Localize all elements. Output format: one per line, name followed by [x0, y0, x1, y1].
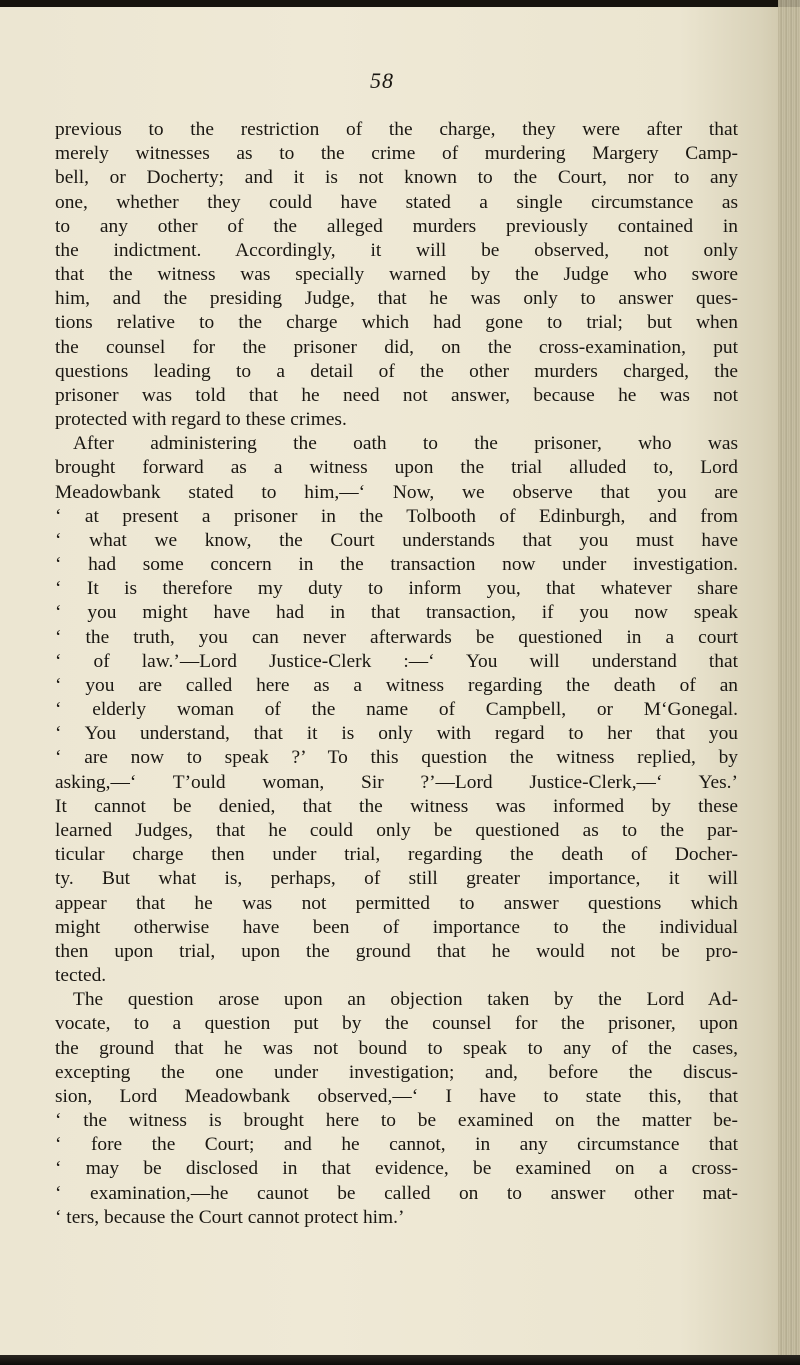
text-line: ‘ are now to speak ?’ To this question the witness replied, by	[55, 747, 738, 769]
text-line: the ground that he was not bound to speak to any of the cases,	[55, 1037, 738, 1059]
text-line: After administering the oath to the prisoner, who was	[73, 433, 738, 455]
text-line: ‘ may be disclosed in that evidence, be examined on a cross-	[55, 1158, 738, 1180]
text-line: him, and the presiding Judge, that he was only to answer ques-	[55, 288, 738, 310]
page-number: 58	[370, 68, 394, 93]
text-line: ‘ the truth, you can never afterwards be questioned in a court	[55, 626, 738, 648]
text-line: ‘ ters, because the Court cannot protect him.’	[55, 1206, 405, 1228]
page-edge-shadow	[778, 0, 800, 1365]
text-line: excepting the one under investigation; and, before the discus-	[55, 1061, 738, 1083]
text-line: merely witnesses as to the crime of murdering Margery Camp-	[55, 143, 738, 165]
text-line: that the witness was specially warned by the Judge who swore	[55, 264, 738, 286]
top-page-edge	[0, 0, 800, 7]
text-line: to any other of the alleged murders previously contained in	[55, 215, 738, 237]
text-line: bell, or Docherty; and it is not known to the Court, nor to any	[55, 167, 738, 189]
text-line: ‘ at present a prisoner in the Tolbooth of Edinburgh, and from	[55, 505, 738, 527]
text-line: the indictment. Accordingly, it will be observed, not only	[55, 239, 738, 261]
text-line: Meadowbank stated to him,—‘ Now, we observe that you are	[55, 481, 738, 503]
text-line: learned Judges, that he could only be questioned as to the par-	[55, 819, 738, 841]
text-line: ‘ what we know, the Court understands that you must have	[55, 529, 738, 551]
text-line: appear that he was not permitted to answer questions which	[55, 892, 738, 914]
text-line: protected with regard to these crimes.	[55, 409, 347, 431]
text-line: ‘ the witness is brought here to be examined on the matter be-	[55, 1110, 738, 1132]
text-line: The question arose upon an objection taken by the Lord Ad-	[73, 989, 738, 1011]
text-line: the counsel for the prisoner did, on the cross-examination, put	[55, 336, 738, 358]
text-line: one, whether they could have stated a single circumstance as	[55, 191, 738, 213]
bottom-page-edge	[0, 1355, 800, 1365]
body-text	[55, 118, 738, 1230]
text-line: ‘ of law.’—Lord Justice-Clerk :—‘ You will understand that	[55, 650, 738, 672]
text-line: ‘ It is therefore my duty to inform you, that whatever share	[55, 578, 738, 600]
text-line: ‘ fore the Court; and he cannot, in any circumstance that	[55, 1134, 738, 1156]
text-line: sion, Lord Meadowbank observed,—‘ I have to state this, that	[55, 1085, 738, 1107]
text-line: asking,—‘ T’ould woman, Sir ?’—Lord Justice-Clerk,—‘ Yes.’	[55, 771, 738, 793]
text-line: brought forward as a witness upon the trial alluded to, Lord	[55, 457, 738, 479]
text-line: It cannot be denied, that the witness was informed by these	[55, 795, 738, 817]
text-line: ‘ examination,—he caunot be called on to answer other mat-	[55, 1182, 738, 1204]
text-line: ‘ you are called here as a witness regarding the death of an	[55, 674, 738, 696]
text-line: previous to the restriction of the charge, they were after that	[55, 119, 738, 140]
text-line: ticular charge then under trial, regarding the death of Docher-	[55, 844, 738, 866]
text-line: tions relative to the charge which had gone to trial; but when	[55, 312, 738, 334]
text-line: ‘ had some concern in the transaction now under investigation.	[55, 554, 738, 576]
text-line: ‘ elderly woman of the name of Campbell, or M‘Gonegal.	[55, 699, 738, 721]
text-line: ‘ You understand, that it is only with regard to her that you	[55, 723, 738, 745]
text-line: questions leading to a detail of the other murders charged, the	[55, 360, 738, 382]
text-line: then upon trial, upon the ground that he would not be pro-	[55, 940, 738, 962]
text-line: might otherwise have been of importance to the individual	[55, 916, 738, 938]
text-line: ‘ you might have had in that transaction, if you now speak	[55, 602, 738, 624]
text-line: vocate, to a question put by the counsel for the prisoner, upon	[55, 1013, 738, 1035]
text-line: prisoner was told that he need not answer, because he was not	[55, 384, 738, 406]
text-line: ty. But what is, perhaps, of still greater importance, it will	[55, 868, 738, 890]
text-line: tected.	[55, 965, 107, 987]
